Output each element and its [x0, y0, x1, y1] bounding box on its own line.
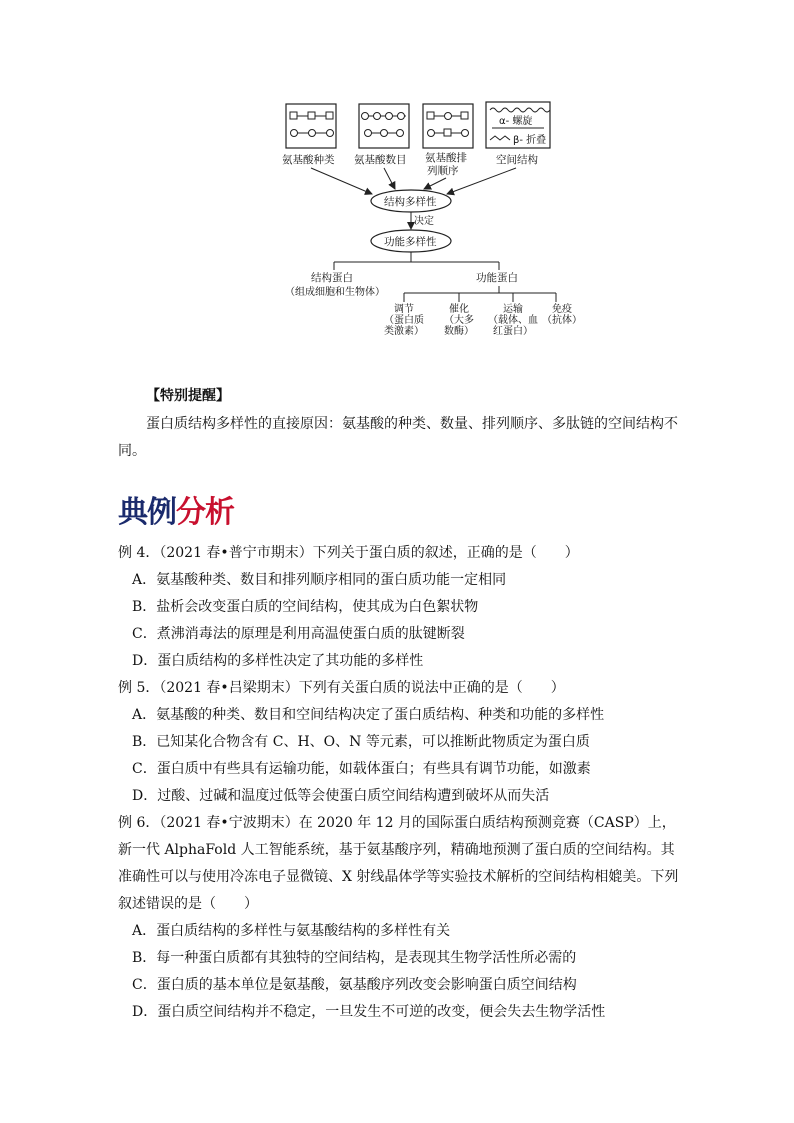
question-stem: 例 6．（2021 春•宁波期末）在 2020 年 12 月的国际蛋白质结构预测竞赛（CASP）上，新一代 AlphaFold 人工智能系统，基于氨基酸序列，精确地预测了蛋白质的空间结构。其准确性可以与使用冷冻电子显微镜、X 射线晶体学等实验技术解析的空间结构相媲美。下列叙述错误的是（ ）: [118, 815, 679, 912]
label-amino-acid-order-line2: 列顺序: [427, 165, 459, 177]
question-stem: 例 5．（2021 春•吕梁期末）下列有关蛋白质的说法中正确的是（ ）: [118, 680, 565, 696]
structural-protein-label: 结构蛋白: [311, 272, 353, 284]
question-list: [118, 540, 684, 1026]
banner-part2: 分析: [176, 495, 234, 530]
regulation-note-1: （蛋白质: [384, 315, 424, 326]
question-5: [118, 675, 684, 810]
transport-label: 运输: [503, 304, 523, 315]
option-b: B．每一种蛋白质都有其独特的空间结构，是表现其生物学活性所必需的: [132, 950, 577, 966]
amino-acid-order-box: [423, 104, 473, 148]
catalysis-label: 催化: [449, 304, 469, 315]
determines-label: 决定: [414, 216, 434, 227]
functional-protein-label: 功能蛋白: [476, 272, 518, 284]
option-d: D．过酸、过碱和温度过低等会使蛋白质空间结构遭到破坏从而失活: [132, 788, 550, 804]
question-4: [118, 540, 684, 675]
label-amino-acid-number: 氨基酸数目: [354, 154, 407, 166]
question-6: [118, 810, 684, 1026]
option-b: B．盐析会改变蛋白质的空间结构，使其成为白色絮状物: [132, 599, 479, 615]
label-amino-acid-order-line1: 氨基酸排: [425, 152, 467, 164]
catalysis-note-2: 数酶）: [444, 326, 474, 337]
amino-acid-number-box: [359, 104, 409, 148]
spatial-structure-box: [486, 102, 550, 148]
option-a: A．氨基酸种类、数目和排列顺序相同的蛋白质功能一定相同: [132, 572, 507, 588]
structural-protein-note: （组成细胞和生物体）: [285, 287, 385, 298]
option-d: D．蛋白质结构的多样性决定了其功能的多样性: [132, 653, 424, 669]
option-c: C．蛋白质的基本单位是氨基酸，氨基酸序列改变会影响蛋白质空间结构: [132, 977, 577, 993]
regulation-note-2: 类激素）: [384, 326, 424, 337]
question-stem: 例 4．（2021 春•普宁市期末）下列关于蛋白质的叙述，正确的是（ ）: [118, 545, 579, 561]
regulation-label: 调节: [394, 304, 414, 315]
beta-sheet-label: β- 折叠: [513, 135, 547, 146]
option-b: B．已知某化合物含有 C、H、O、N 等元素，可以推断此物质定为蛋白质: [132, 734, 590, 750]
protein-diversity-diagram: [0, 0, 794, 360]
option-a: A．蛋白质结构的多样性与氨基酸结构的多样性有关: [132, 923, 451, 939]
label-amino-acid-type: 氨基酸种类: [282, 154, 335, 166]
immunity-label: 免疫: [552, 304, 572, 315]
function-diversity-label: 功能多样性: [384, 236, 437, 248]
option-c: C．煮沸消毒法的原理是利用高温使蛋白质的肽键断裂: [132, 626, 465, 642]
tip-title: 【特别提醒】: [146, 388, 230, 404]
option-c: C．蛋白质中有些具有运输功能，如载体蛋白；有些具有调节功能，如激素: [132, 761, 591, 777]
transport-note-1: （载体、血: [488, 315, 538, 326]
immunity-note: （抗体）: [542, 315, 582, 326]
option-d: D．蛋白质空间结构并不稳定，一旦发生不可逆的改变，便会失去生物学活性: [132, 1004, 606, 1020]
label-spatial-structure: 空间结构: [496, 154, 538, 166]
structure-diversity-label: 结构多样性: [384, 196, 437, 208]
example-analysis-banner: [118, 487, 318, 530]
catalysis-note-1: （大多: [444, 315, 474, 326]
option-a: A．氨基酸的种类、数目和空间结构决定了蛋白质结构、种类和功能的多样性: [132, 707, 605, 723]
banner-part1: 典例: [118, 495, 176, 530]
alpha-helix-label: α- 螺旋: [499, 116, 533, 127]
transport-note-2: 红蛋白）: [493, 326, 533, 337]
amino-acid-type-box: [286, 104, 336, 148]
tip-body: 蛋白质结构多样性的直接原因：氨基酸的种类、数量、排列顺序、多肽链的空间结构不同。: [118, 416, 678, 459]
